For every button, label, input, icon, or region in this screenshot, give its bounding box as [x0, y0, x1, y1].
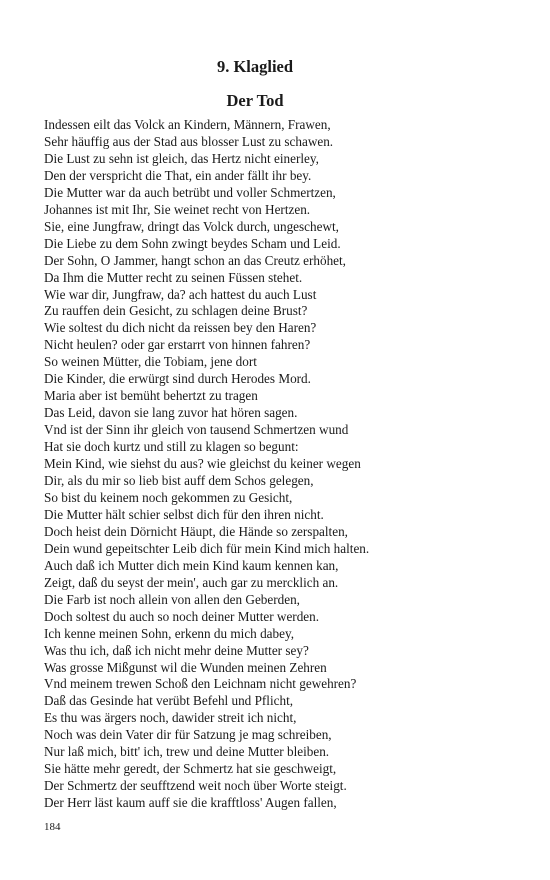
verse-line: Vnd ist der Sinn ihr gleich von tausend Schmertzen wund — [44, 422, 349, 438]
verse-line: Maria aber ist bemüht behertzt zu tragen — [44, 388, 258, 404]
verse-line: Die Liebe zu dem Sohn zwingt beydes Scham und Leid. — [44, 235, 341, 251]
verse-line: Die Mutter war da auch betrübt und voller Schmertzen, — [44, 184, 336, 200]
verse-line: Dein wund gepeitschter Leib dich für mein Kind mich halten. — [44, 540, 370, 556]
verse-line: So weinen Mütter, die Tobiam, jene dort — [44, 354, 257, 370]
verse-line: So bist du keinem noch gekommen zu Gesicht, — [44, 489, 293, 505]
verse-line: Sie hätte mehr geredt, der Schmertz hat sie geschweigt, — [44, 761, 337, 777]
poem-subtitle: Der Tod — [226, 91, 284, 110]
verse-line: Es thu was ärgers noch, dawider streit ich nicht, — [44, 710, 297, 726]
verse-line: Noch was dein Vater dir für Satzung je mag schreiben, — [44, 727, 332, 743]
verse-line: Die Lust zu sehn ist gleich, das Hertz nicht einerley, — [44, 150, 319, 166]
verse-line: Daß das Gesinde hat verübt Befehl und Pflicht, — [44, 693, 294, 709]
verse-line: Zeigt, daß du seyst der mein', auch gar zu mercklich an. — [44, 574, 339, 590]
verse-line: Die Kinder, die erwürgt sind durch Herodes Mord. — [44, 371, 311, 387]
verse-line: Zu rauffen dein Gesicht, zu schlagen deine Brust? — [44, 303, 308, 319]
verse-line: Da Ihm die Mutter recht zu seinen Füssen stehet. — [44, 269, 303, 285]
verse-line: Der Sohn, O Jammer, hangt schon an das Creutz erhöhet, — [44, 252, 346, 268]
verse-line: Sehr häuffig aus der Stad aus blosser Lust zu schawen. — [44, 133, 334, 149]
verse-line: Indessen eilt das Volck an Kindern, Männern, Frawen, — [44, 117, 331, 132]
verse-line: Nur laß mich, bitt' ich, trew und deine Mutter bleiben. — [44, 744, 330, 760]
verse-line: Nicht heulen? oder gar erstarrt von hinnen fahren? — [44, 337, 311, 353]
verse-line: Johannes ist mit Ihr, Sie weinet recht von Hertzen. — [44, 201, 311, 217]
poem-number-title: 9. Klaglied — [216, 57, 294, 76]
verse-line: Die Mutter hält schier selbst dich für den ihren nicht. — [44, 506, 324, 522]
verse-line: Der Herr läst kaum auff sie die krafftloss' Augen fallen, — [44, 795, 337, 811]
verse-line: Sie, eine Jungfraw, dringt das Volck durch, ungeschewt, — [44, 218, 339, 234]
page-number: 184 — [44, 821, 61, 833]
verse-line: Doch soltest du auch so noch deiner Mutter werden. — [44, 608, 320, 624]
verse-block — [44, 117, 524, 812]
verse-line: Wie soltest du dich nicht da reissen bey den Haren? — [44, 320, 317, 336]
verse-line: Den der verspricht die That, ein ander fällt ihr bey. — [44, 167, 312, 183]
verse-line: Das Leid, davon sie lang zuvor hat hören sagen. — [44, 405, 298, 421]
verse-line: Die Farb ist noch allein von allen den Geberden, — [44, 591, 300, 607]
verse-line: Der Schmertz der seufftzend weit noch über Worte steigt. — [44, 778, 347, 794]
verse-line: Mein Kind, wie siehst du aus? wie gleichst du keiner wegen — [44, 456, 361, 472]
verse-line: Vnd meinem trewen Schoß den Leichnam nicht gewehren? — [44, 676, 357, 692]
verse-line: Doch heist dein Dörnicht Häupt, die Hände so zerspalten, — [44, 523, 348, 539]
verse-line: Dir, als du mir so lieb bist auff dem Schos gelegen, — [44, 473, 314, 489]
verse-line: Hat sie doch kurtz und still zu klagen so begunt: — [44, 439, 299, 455]
verse-line: Auch daß ich Mutter dich mein Kind kaum kennen kan, — [44, 557, 339, 573]
verse-line: Wie war dir, Jungfraw, da? ach hattest du auch Lust — [44, 286, 317, 302]
verse-line: Was thu ich, daß ich nicht mehr deine Mutter sey? — [44, 642, 309, 658]
verse-line: Was grosse Mißgunst wil die Wunden meinen Zehren — [44, 659, 327, 675]
verse-line: Ich kenne meinen Sohn, erkenn du mich dabey, — [44, 625, 294, 641]
